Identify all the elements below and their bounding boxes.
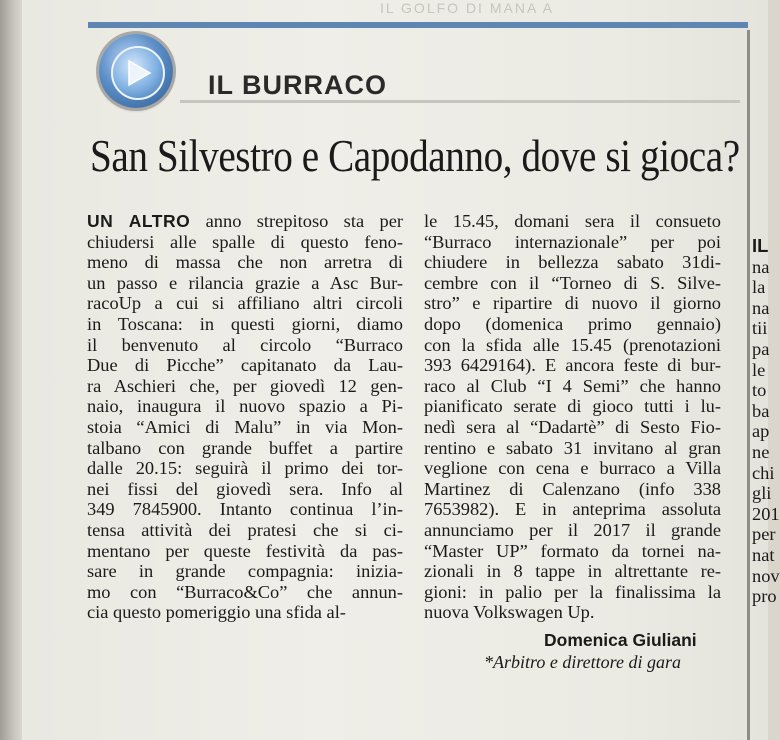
article-line: in Toscana: in questi giorni, diamo: [87, 313, 403, 334]
next-column-fragment: le: [752, 359, 766, 380]
article-line: 393 6429164). E ancora feste di bur-: [424, 355, 721, 376]
article-line: chiudere in bellezza sabato 31di-: [424, 252, 721, 273]
next-column-fragment: tii: [752, 318, 768, 339]
article-line: meno di massa che non arretra di: [87, 252, 403, 273]
article-line: zionali in 8 tappe in altrettante re-: [424, 561, 721, 582]
article-line: pianificato serate di gioco tutti i lu-: [424, 396, 721, 417]
next-column-fragment: IL: [752, 235, 769, 256]
article-line: stoia “Amici di Malu” in via Mon-: [87, 416, 403, 437]
next-column-fragment: pa: [752, 338, 770, 359]
article-line: nei fissi del giovedì sera. Info al: [87, 478, 403, 499]
lead-word: UN ALTRO: [87, 211, 191, 231]
article-line: naio, inaugura il nuovo spazio a Pi-: [87, 396, 403, 417]
next-column-fragment: chi: [752, 462, 775, 483]
article-line: con la sfida alle 15.45 (prenotazioni: [424, 334, 721, 355]
next-column-fragment: ne: [752, 441, 770, 462]
next-column-fragment: gli: [752, 483, 772, 504]
article-line: Due di Picche” capitanato da Lau-: [87, 355, 403, 376]
next-column-fragment: nat: [752, 544, 775, 565]
article-line: mentano per queste festività da pas-: [87, 540, 403, 561]
next-column-fragment: ap: [752, 421, 770, 442]
article-line: nedì sera al “Dadartè” di Sesto Fio-: [424, 416, 721, 437]
article-line: il benvenuto al circolo “Burraco: [87, 334, 403, 355]
article-line: le 15.45, domani sera il consueto: [424, 211, 721, 231]
headline: San Silvestro e Capodanno, dove si gioca?: [90, 130, 740, 181]
next-article-column: [752, 235, 780, 607]
article-line: 7653982). E in anteprima assoluta: [424, 499, 721, 520]
article-line: raco al Club “I 4 Semi” che hanno: [424, 375, 721, 396]
article-line: 349 7845900. Intanto continua l’in-: [87, 499, 403, 520]
next-column-fragment: la: [752, 277, 766, 298]
bleed-through-text: IL GOLFO DI MANA A: [380, 0, 554, 16]
article-column-2: [424, 211, 721, 623]
article-line: UN ALTRO anno strepitoso sta per: [87, 211, 403, 231]
next-column-fragment: ba: [752, 400, 770, 421]
next-column-fragment: pro: [752, 586, 777, 607]
article-column-1: [87, 211, 403, 623]
article-line: mo con “Burraco&Co” che annun-: [87, 581, 403, 602]
article-line: cembre con il “Torneo di S. Silve-: [424, 272, 721, 293]
column-divider: [747, 30, 750, 740]
next-column-fragment: nov: [752, 565, 780, 586]
article-line: tensa attività dei pratesi che si ci-: [87, 519, 403, 540]
article-line: racoUp a cui si affiliano altri circoli: [87, 293, 403, 314]
article-line: “Master UP” formato da tornei na-: [424, 540, 721, 561]
article-line: chiudersi alle spalle di questo feno-: [87, 231, 403, 252]
play-icon: [111, 46, 165, 100]
article-line: rentino e sabato 31 invitano al gran: [424, 437, 721, 458]
next-column-fragment: per: [752, 524, 776, 545]
section-label: IL BURRACO: [208, 70, 388, 100]
next-column-fragment: na: [752, 297, 770, 318]
author-role: *Arbitro e direttore di gara: [484, 652, 681, 672]
article-line: dopo (domenica primo gennaio): [424, 313, 721, 334]
article-line: sare in grande compagnia: inizia-: [87, 561, 403, 582]
author-name: Domenica Giuliani: [544, 630, 697, 650]
article-line: ra Aschieri che, per giovedì 12 gen-: [87, 375, 403, 396]
article-line: “Burraco internazionale” per poi: [424, 231, 721, 252]
article-line: gioni: in palio per la finalissima la: [424, 581, 721, 602]
article-line: annunciamo per il 2017 il grande: [424, 519, 721, 540]
next-column-fragment: na: [752, 256, 770, 277]
article-line: veglione con cena e burraco a Villa: [424, 458, 721, 479]
top-blue-rule: [88, 22, 748, 28]
section-rule: [180, 100, 740, 103]
next-column-fragment: 201: [752, 503, 780, 524]
article-line: cia questo pomeriggio una sfida al-: [87, 602, 346, 623]
section-logo: [99, 34, 173, 108]
page-spine: [0, 0, 24, 740]
article-line: talbano con grande buffet a partire: [87, 437, 403, 458]
article-line: dalle 20.15: seguirà il primo dei tor-: [87, 458, 403, 479]
article-line: stro” e ripartire di nuovo il giorno: [424, 293, 721, 314]
article-line: un passo e rilancia grazie a Asc Bur-: [87, 272, 403, 293]
next-column-fragment: to: [752, 380, 767, 401]
article-line: Martinez di Calenzano (info 338: [424, 478, 721, 499]
article-line: nuova Volkswagen Up.: [424, 602, 595, 623]
